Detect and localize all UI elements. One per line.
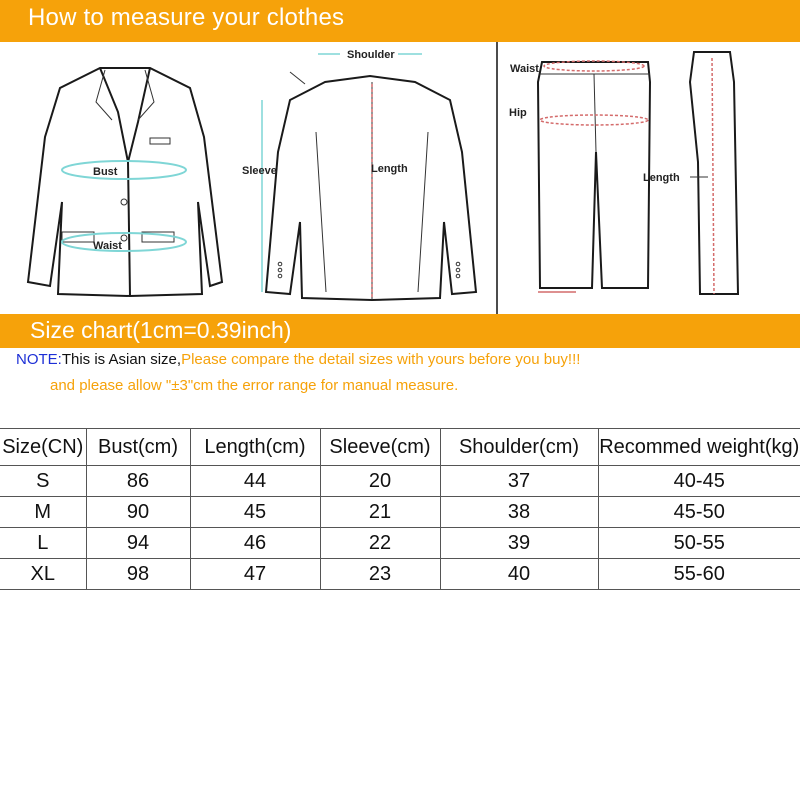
jacket-back-drawing <box>242 46 476 300</box>
trousers-side-drawing <box>643 52 738 294</box>
cell-size: XL <box>0 559 86 590</box>
table-row <box>0 528 800 559</box>
size-table-header <box>0 429 800 466</box>
back-length-label: Length <box>371 163 408 175</box>
trousers-front-drawing <box>509 61 650 292</box>
cell-bust: 98 <box>86 559 190 590</box>
cell-sleeve: 22 <box>320 528 440 559</box>
cell-sleeve: 23 <box>320 559 440 590</box>
cell-weight: 50-55 <box>598 528 800 559</box>
cell-size: L <box>0 528 86 559</box>
measure-banner <box>0 0 800 42</box>
note-compare: Please compare the detail sizes with yours before you buy!!! <box>181 351 581 368</box>
cell-length: 46 <box>190 528 320 559</box>
cell-shoulder: 38 <box>440 497 598 528</box>
note-line-2: and please allow "±3"cm the error range for manual measure. <box>50 377 459 394</box>
cell-bust: 86 <box>86 466 190 497</box>
cell-shoulder: 39 <box>440 528 598 559</box>
table-row <box>0 497 800 528</box>
cell-length: 45 <box>190 497 320 528</box>
size-note <box>0 349 800 405</box>
cell-sleeve: 20 <box>320 466 440 497</box>
cell-shoulder: 37 <box>440 466 598 497</box>
header-length: Length(cm) <box>190 429 320 466</box>
note-asian-size: This is Asian size, <box>61 351 182 368</box>
shoulder-label: Shoulder <box>347 49 395 61</box>
header-bust: Bust(cm) <box>86 429 190 466</box>
bust-label: Bust <box>93 166 118 178</box>
measure-banner-title: How to measure your clothes <box>28 4 345 31</box>
waist-label: Waist <box>93 240 122 252</box>
note-key: NOTE: <box>16 351 62 368</box>
header-sleeve: Sleeve(cm) <box>320 429 440 466</box>
pants-waist-label: Waist <box>510 63 539 75</box>
cell-weight: 55-60 <box>598 559 800 590</box>
cell-length: 47 <box>190 559 320 590</box>
table-row <box>0 466 800 497</box>
cell-length: 44 <box>190 466 320 497</box>
header-size: Size(CN) <box>0 429 86 466</box>
cell-size: S <box>0 466 86 497</box>
sleeve-label: Sleeve <box>242 165 277 177</box>
hip-label: Hip <box>509 107 527 119</box>
cell-weight: 40-45 <box>598 466 800 497</box>
cell-shoulder: 40 <box>440 559 598 590</box>
table-row <box>0 559 800 590</box>
header-shoulder: Shoulder(cm) <box>440 429 598 466</box>
size-chart-banner-title: Size chart(1cm=0.39inch) <box>30 317 292 343</box>
jacket-front-drawing <box>28 68 222 296</box>
size-table <box>0 428 800 590</box>
size-chart-banner <box>0 314 800 348</box>
cell-weight: 45-50 <box>598 497 800 528</box>
header-weight: Recommed weight(kg) <box>598 429 800 466</box>
cell-bust: 90 <box>86 497 190 528</box>
measurement-illustration <box>0 42 800 314</box>
cell-size: M <box>0 497 86 528</box>
note-line-1 <box>16 351 580 368</box>
cell-bust: 94 <box>86 528 190 559</box>
cell-sleeve: 21 <box>320 497 440 528</box>
pants-length-label: Length <box>643 172 680 184</box>
